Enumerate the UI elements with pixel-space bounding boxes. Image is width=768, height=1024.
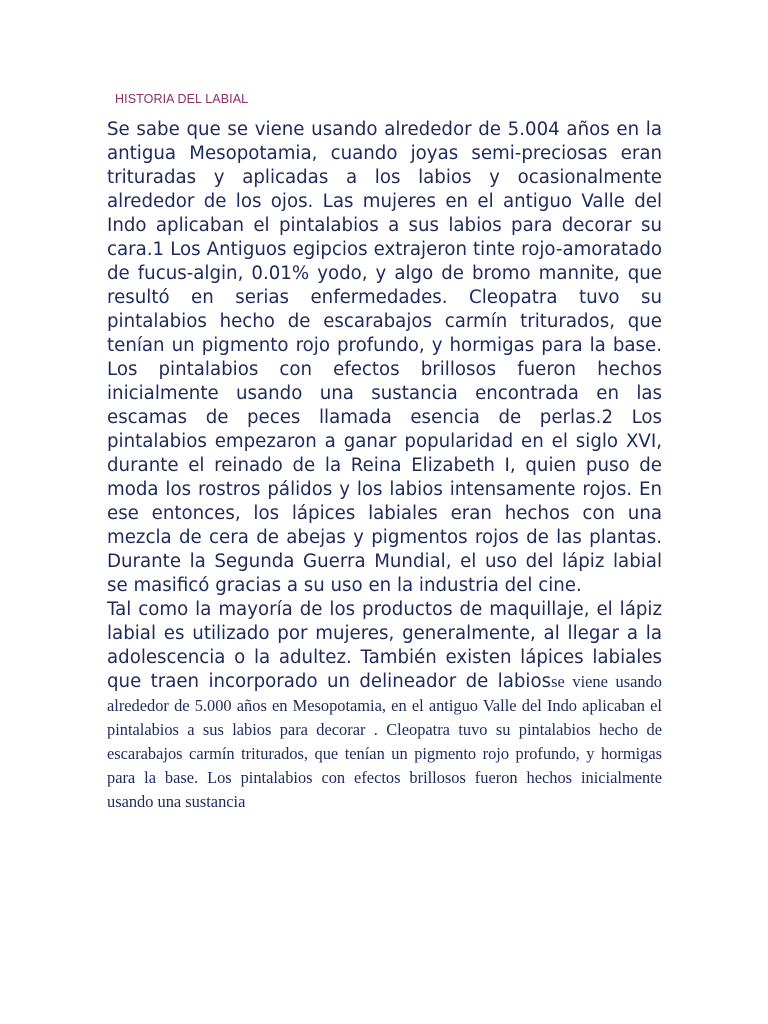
paragraph-2-sans-text: Tal como la mayoría de los productos de maquillaje, el lápiz labial es utilizado por mujeres, generalmente, al llegar a la adolescencia o la adultez. También existen lápices labiales que traen incorporado un delineador de labios — [107, 599, 662, 692]
document-page — [107, 92, 662, 814]
paragraph-1: Se sabe que se viene usando alrededor de 5.004 años en la antigua Mesopotamia, cuando joyas semi-preciosas eran trituradas y aplicadas a los labios y ocasionalmente alrededor de los ojos. Las mujeres en el antiguo Valle del Indo aplicaban el pintalabios a sus labios para decorar su cara.1 Los Antiguos egipcios extrajeron tinte rojo-amoratado de fucus-algin, 0.01% yodo, y algo de bromo mannite, que resultó en serias enfermedades. Cleopatra tuvo su pintalabios hecho de escarabajos carmín triturados, que tenían un pigmento rojo profundo, y hormigas para la base. Los pintalabios con efectos brillosos fueron hechos inicialmente usando una sustancia encontrada en las escamas de peces llamada esencia de perlas.2 Los pintalabios empezaron a ganar popularidad en el siglo XVI, durante el reinado de la Reina Elizabeth I, quien puso de moda los rostros pálidos y los labios intensamente rojos. En ese entonces, los lápices labiales eran hechos con una mezcla de cera de abejas y pigmentos rojos de las plantas. Durante la Segunda Guerra Mundial, el uso del lápiz labial se masificó gracias a su uso en la industria del cine. — [107, 119, 662, 596]
paragraph-2-serif-text: se viene usando alrededor de 5.000 años en Mesopotamia, en el antiguo Valle del Indo aplicaban el pintalabios a sus labios para decorar . Cleopatra tuvo su pintalabios hecho de escarabajos carmín triturados, que tenían un pigmento rojo profundo, y hormigas para la base. Los pintalabios con efectos brillosos fueron hechos inicialmente usando una sustancia — [107, 672, 662, 811]
document-title: HISTORIA DEL LABIAL — [115, 92, 249, 106]
paragraph-2 — [107, 598, 662, 814]
